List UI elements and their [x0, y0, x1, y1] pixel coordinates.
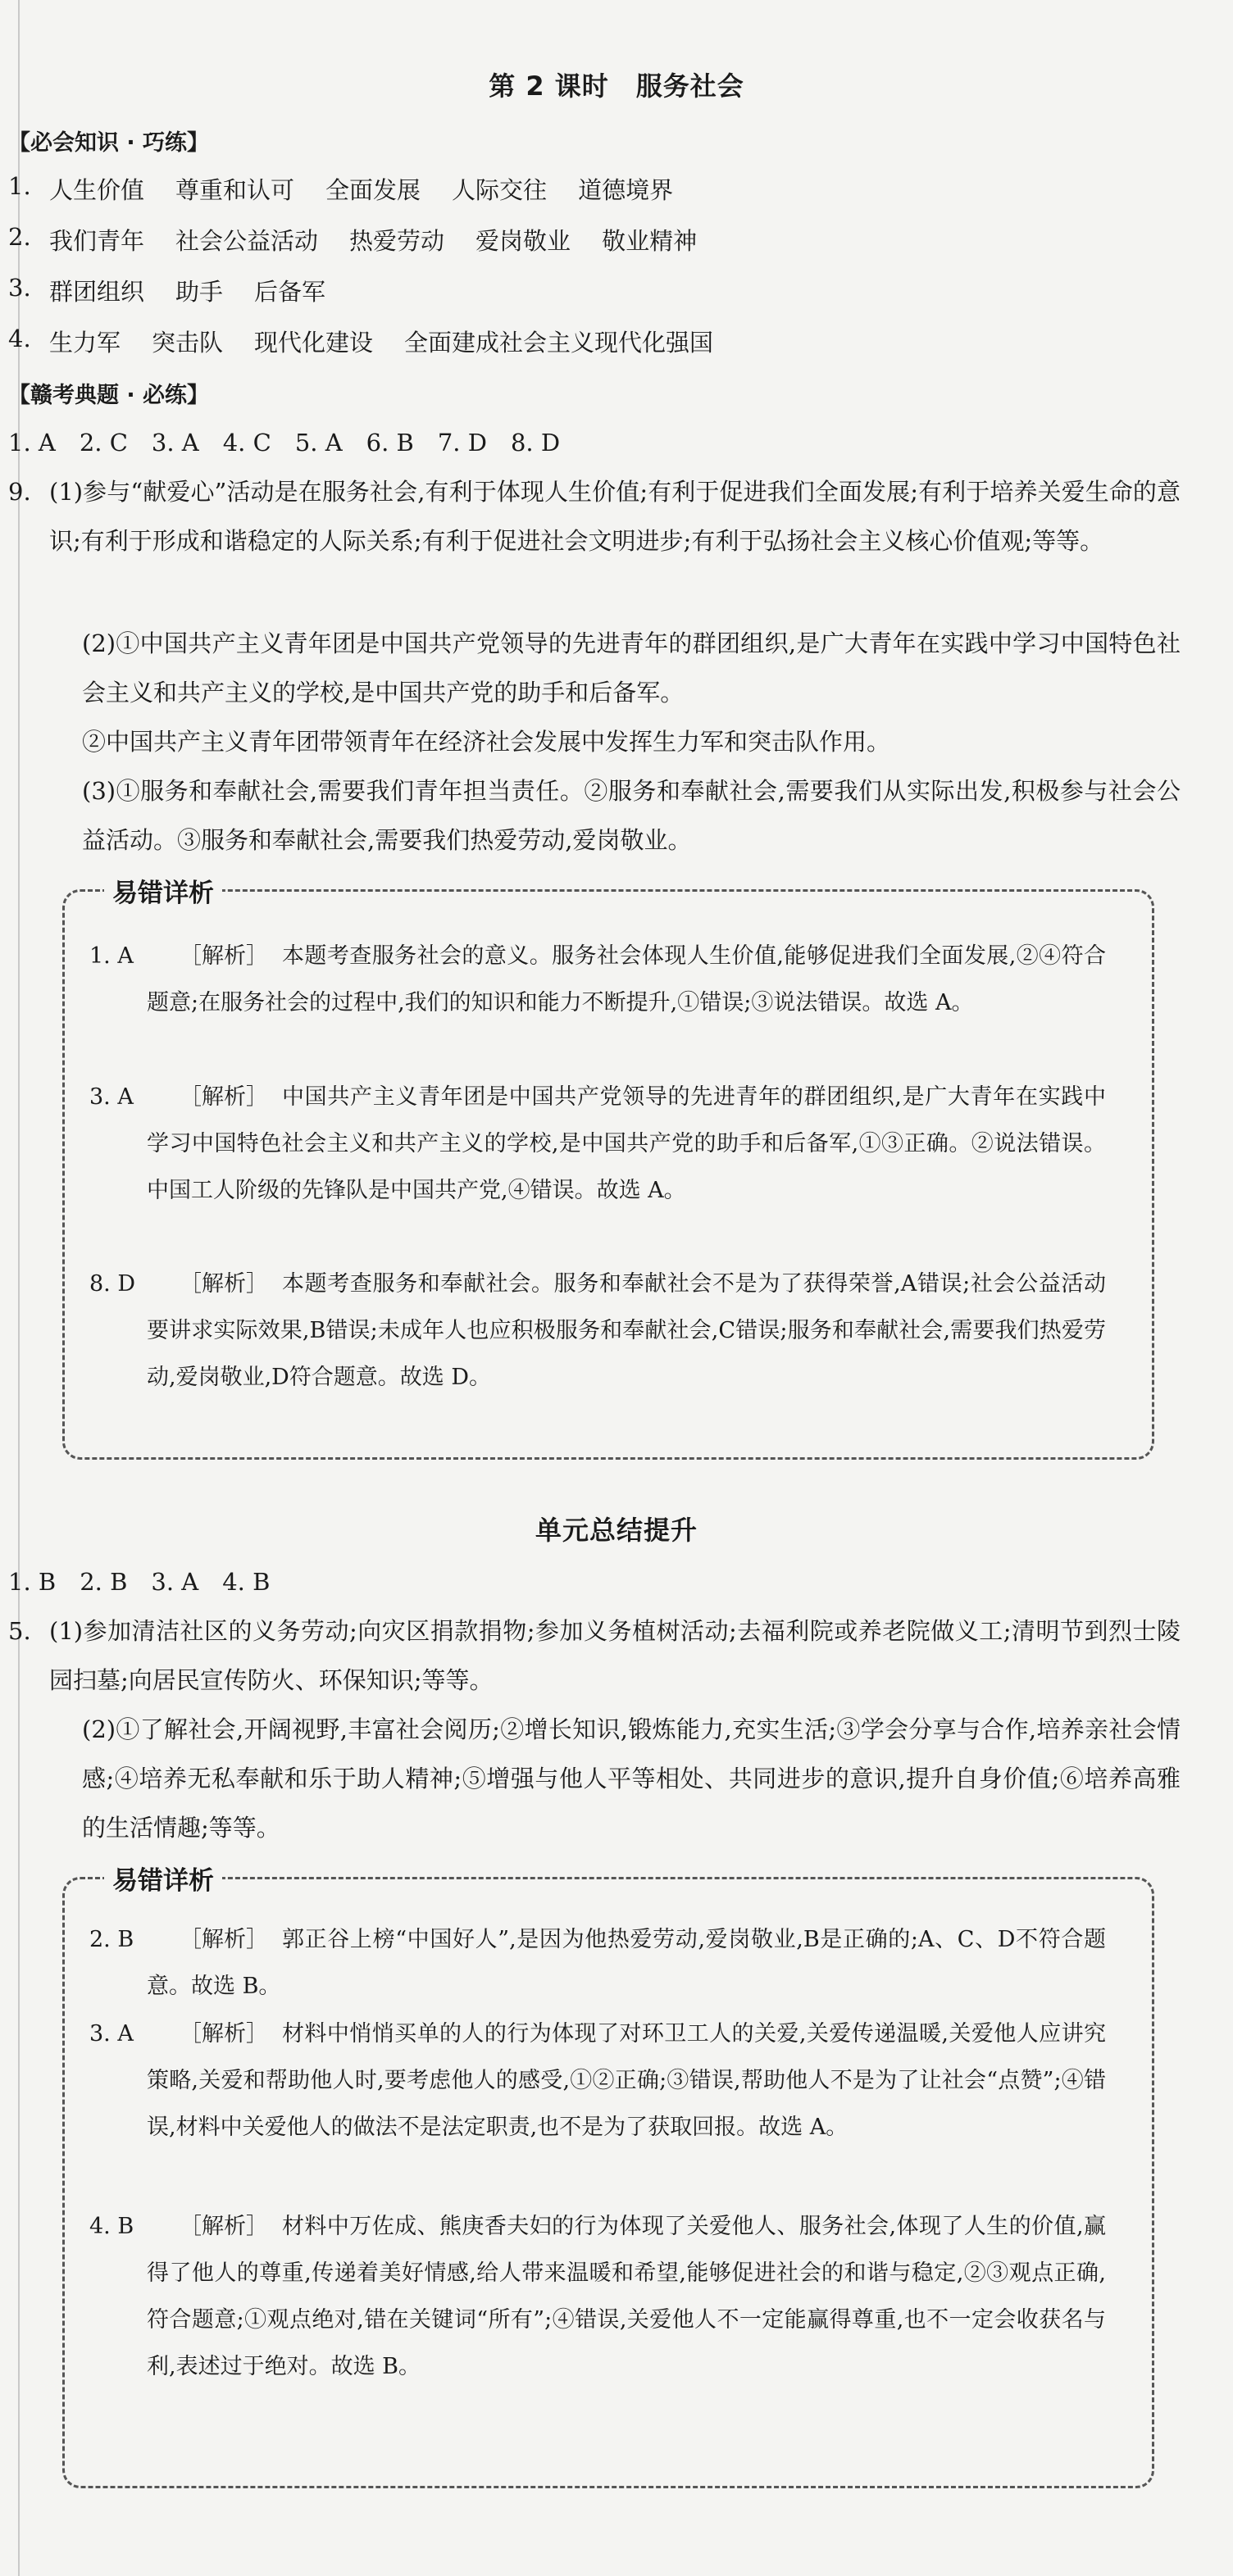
q9-part-1: (1)参与“献爱心”活动是在服务社会,有利于体现人生价值;有利于促进我们全面发展;有利于培养关爱生命的意识;有利于形成和谐稳定的人际关系;有利于促进社会文明进步;有利于弘扬社会主义核心价值观;等等。 — [49, 478, 1181, 555]
lesson-title: 第 2 课时 服务社会 — [489, 70, 744, 102]
item-number: 3. — [8, 274, 31, 302]
mc-answers-2: 1. B 2. B 3. A 4. B — [8, 1568, 271, 1596]
mc-answers-1: 1. A 2. C 3. A 4. C 5. A 6. B 7. D 8. D — [8, 429, 561, 457]
q5-part-1: (1)参加清洁社区的义务劳动;向灾区捐款捐物;参加义务植树活动;去福利院或养老院做义工;清明节到烈士陵园扫墓;向居民宣传防火、环保知识;等等。 — [49, 1617, 1181, 1694]
fill-answer: 突击队 — [152, 329, 224, 357]
section-heading-knowledge: 【必会知识 · 巧练】 — [8, 130, 210, 156]
box-label: 易错详析 — [104, 1860, 222, 1897]
analysis-number: 2. B — [89, 1927, 134, 1952]
knowledge-line-1 — [8, 172, 704, 206]
fill-answer: 爱岗敬业 — [475, 227, 571, 255]
q9-part-3: ②中国共产主义青年团带领青年在经济社会发展中发挥生力军和突击队作用。 — [82, 728, 891, 756]
analysis-number: 1. A — [89, 943, 134, 969]
fill-answer: 人生价值 — [49, 176, 145, 204]
analysis-text: 本题考查服务社会的意义。服务社会体现人生价值,能够促进我们全面发展,②④符合题意;在服务社会的过程中,我们的知识和能力不断提升,①错误;③说法错误。故选 A。 — [147, 943, 1106, 1015]
analysis-number: 3. A — [89, 1084, 134, 1110]
knowledge-line-3 — [8, 274, 357, 307]
fill-answer: 助手 — [175, 278, 224, 306]
q9-number: 9. — [8, 478, 31, 506]
section-heading-exam: 【赣考典题 · 必练】 — [8, 383, 210, 408]
analysis-number: 3. A — [89, 2021, 134, 2047]
error-analysis-box-2 — [62, 1866, 1154, 2488]
fill-answer: 人际交往 — [452, 176, 548, 204]
knowledge-line-4 — [8, 325, 744, 358]
fill-answer: 全面建成社会主义现代化强国 — [404, 329, 714, 357]
analysis-tag: ［解析］ — [180, 1084, 268, 1110]
fill-answer: 社会公益活动 — [175, 227, 319, 255]
item-number: 1. — [8, 172, 31, 200]
q5-number: 5. — [8, 1617, 31, 1645]
analysis-tag: ［解析］ — [180, 2021, 268, 2047]
q9-part-4: (3)①服务和奉献社会,需要我们青年担当责任。②服务和奉献社会,需要我们从实际出发,积极参与社会公益活动。③服务和奉献社会,需要我们热爱劳动,爱岗敬业。 — [82, 777, 1181, 854]
analysis-tag: ［解析］ — [180, 1927, 268, 1952]
error-analysis-box-1 — [62, 879, 1154, 1460]
analysis-number: 8. D — [89, 1271, 135, 1297]
analysis-tag: ［解析］ — [180, 943, 268, 969]
fill-answer: 我们青年 — [49, 227, 145, 255]
analysis-text: 中国共产主义青年团是中国共产党领导的先进青年的群团组织,是广大青年在实践中学习中国特色社会主义和共产主义的学校,是中国共产党的助手和后备军,①③正确。②说法错误。中国工人阶级的先锋队是中国共产党,④错误。故选 A。 — [147, 1084, 1106, 1203]
knowledge-line-2 — [8, 223, 728, 257]
analysis-tag: ［解析］ — [180, 2214, 268, 2239]
fill-answer: 全面发展 — [325, 176, 421, 204]
fill-answer: 热爱劳动 — [349, 227, 445, 255]
analysis-tag: ［解析］ — [180, 1271, 268, 1297]
fill-answer: 敬业精神 — [602, 227, 698, 255]
fill-answer: 尊重和认可 — [175, 176, 295, 204]
fill-answer: 现代化建设 — [254, 329, 374, 357]
q5-part-2: (2)①了解社会,开阔视野,丰富社会阅历;②增长知识,锻炼能力,充实生活;③学会分享与合作,培养亲社会情感;④培养无私奉献和乐于助人精神;⑤增强与他人平等相处、共同进步的意识,提升自身价值;⑥培养高雅的生活情趣;等等。 — [82, 1715, 1181, 1842]
analysis-text: 材料中万佐成、熊庚香夫妇的行为体现了关爱他人、服务社会,体现了人生的价值,赢得了他人的尊重,传递着美好情感,给人带来温暖和希望,能够促进社会的和谐与稳定,②③观点正确,符合题意;①观点绝对,错在关键词“所有”;④错误,关爱他人不一定能赢得尊重,也不一定会收获名与利,表述过于绝对。故选 B。 — [147, 2214, 1106, 2379]
fill-answer: 群团组织 — [49, 278, 145, 306]
box-label: 易错详析 — [104, 872, 222, 909]
analysis-text: 材料中悄悄买单的人的行为体现了对环卫工人的关爱,关爱传递温暖,关爱他人应讲究策略,关爱和帮助他人时,要考虑他人的感受,①②正确;③错误,帮助他人不是为了让社会“点赞”;④错误,材料中关爱他人的做法不是法定职责,也不是为了获取回报。故选 A。 — [147, 2021, 1106, 2140]
fill-answer: 后备军 — [254, 278, 326, 306]
analysis-number: 4. B — [89, 2214, 134, 2239]
item-number: 4. — [8, 325, 31, 352]
fill-answer: 道德境界 — [578, 176, 674, 204]
analysis-text: 本题考查服务和奉献社会。服务和奉献社会不是为了获得荣誉,A错误;社会公益活动要讲求实际效果,B错误;未成年人也应积极服务和奉献社会,C错误;服务和奉献社会,需要我们热爱劳动,爱岗敬业,D符合题意。故选 D。 — [147, 1271, 1106, 1390]
fill-answer: 生力军 — [49, 329, 121, 357]
q9-part-2: (2)①中国共产主义青年团是中国共产党领导的先进青年的群团组织,是广大青年在实践中学习中国特色社会主义和共产主义的学校,是中国共产党的助手和后备军。 — [82, 629, 1181, 706]
unit-summary-title: 单元总结提升 — [535, 1515, 698, 1546]
analysis-text: 郭正谷上榜“中国好人”,是因为他热爱劳动,爱岗敬业,B是正确的;A、C、D不符合题意。故选 B。 — [147, 1927, 1106, 1999]
item-number: 2. — [8, 223, 31, 251]
